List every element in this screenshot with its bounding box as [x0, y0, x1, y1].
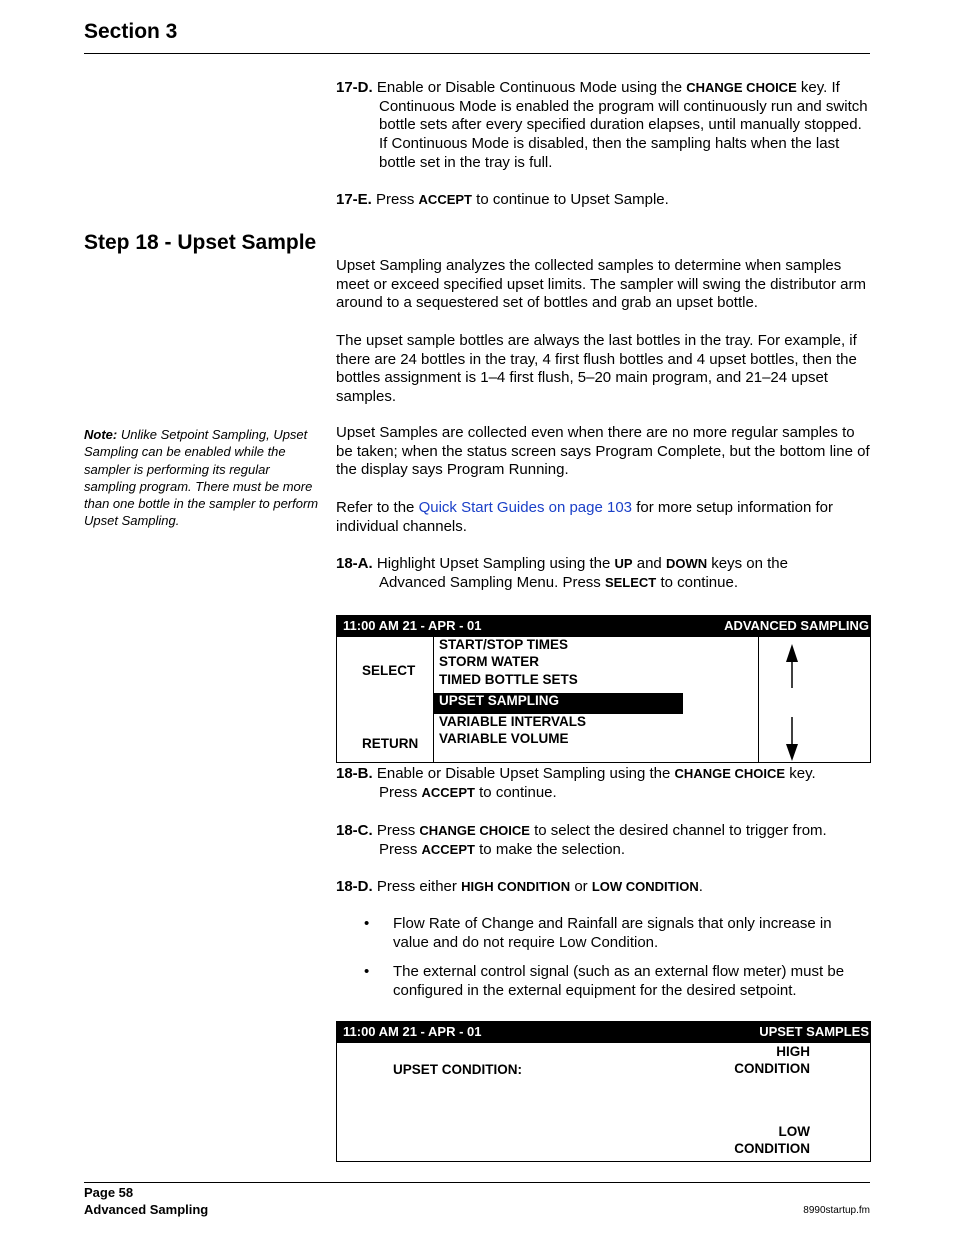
menu-item-variable-intervals[interactable]: VARIABLE INTERVALS	[439, 714, 587, 729]
step-18b	[336, 765, 870, 802]
key-name: ACCEPT	[421, 784, 475, 800]
footer-title: Advanced Sampling	[84, 1202, 209, 1217]
step-text: key. If	[800, 79, 840, 96]
softkey-label: LOW	[778, 1124, 810, 1139]
step-text: Enable or Disable Continuous Mode using the	[376, 79, 683, 96]
step-text: to continue.	[479, 783, 557, 801]
step-label: 18-B.	[336, 765, 373, 782]
step-text: to continue to Upset Sample.	[476, 191, 669, 208]
bullet-dot: •	[364, 963, 370, 980]
step-text: or	[574, 878, 588, 895]
menu-item-upset-sampling[interactable]	[434, 693, 683, 714]
step-text: Advanced Sampling Menu. Press	[379, 573, 601, 591]
step-text: to select the desired channel to trigger from.	[534, 822, 827, 839]
step-text: Press	[379, 783, 418, 801]
menu-item-start-stop-times[interactable]: START/STOP TIMES	[439, 637, 569, 652]
bullet-item	[364, 963, 870, 1000]
arrow-up-icon[interactable]	[785, 644, 799, 690]
paragraph: Upset Samples are collected even when there are no more regular samples to be taken; when the status screen says Program Complete, but the bottom line of the display says Program Running.	[336, 424, 870, 479]
step-label: 18-A.	[336, 555, 373, 572]
note-label: Note:	[84, 427, 118, 442]
arrow-down-icon[interactable]	[785, 716, 799, 762]
screen-title-bar	[337, 616, 870, 637]
step-text: Press	[379, 840, 418, 858]
note-text: Unlike Setpoint Sampling, Upset Sampling can be enabled while the sampler is performing its regular sampling program. There must be more than one bottle in the sampler to perform Upset Sampling.	[84, 427, 319, 529]
key-name: SELECT	[604, 574, 657, 590]
screen-title: ADVANCED SAMPLING	[724, 618, 869, 633]
step-17d	[336, 79, 870, 173]
section-title: Section 3	[84, 20, 178, 43]
screen-datetime: 11:00 AM 21 - APR - 01	[343, 1024, 482, 1039]
key-name: ACCEPT	[418, 192, 472, 207]
key-name: UP	[614, 556, 633, 571]
footer-page-number: Page 58	[84, 1185, 134, 1200]
key-name: HIGH CONDITION	[461, 879, 571, 894]
step-label: 17-D.	[336, 79, 373, 96]
high-condition-softkey[interactable]	[717, 1043, 810, 1077]
bullet-text: Flow Rate of Change and Rainfall are signals that only increase in value and do not require Low Condition.	[393, 915, 832, 951]
paragraph: The upset sample bottles are always the last bottles in the tray. For example, if there are 24 bottles in the tray, 4 first flush bottles and 4 upset bottles, then the bottles assignment is 1–4 first flush, 5–20 main program, and 21–24 upset samples.	[336, 332, 857, 406]
menu-item-storm-water[interactable]: STORM WATER	[439, 654, 539, 669]
paragraph-text: for more setup information for individual channels.	[336, 499, 833, 535]
screen-datetime: 11:00 AM 21 - APR - 01	[343, 618, 482, 633]
key-name: DOWN	[665, 556, 708, 571]
key-name: ACCEPT	[421, 841, 475, 857]
step-text: Highlight Upset Sampling using the	[376, 555, 611, 572]
paragraph-text: Refer to the	[336, 499, 415, 516]
header-rule	[84, 53, 870, 54]
key-name: CHANGE CHOICE	[419, 823, 530, 838]
select-softkey[interactable]: SELECT	[362, 663, 416, 678]
step-text: Press	[376, 822, 416, 839]
menu-item-timed-bottle-sets[interactable]: TIMED BOTTLE SETS	[439, 672, 578, 687]
quick-start-link[interactable]: Quick Start Guides on page 103	[418, 499, 633, 516]
step-18a	[336, 555, 870, 592]
step-text: Press	[376, 191, 415, 208]
step-text: Enable or Disable Upset Sampling using the	[376, 765, 671, 782]
bullet-item	[364, 915, 870, 952]
softkey-label: CONDITION	[734, 1141, 810, 1156]
step-text: Press either	[376, 878, 457, 895]
footer-rule	[84, 1182, 870, 1183]
softkey-label: CONDITION	[734, 1061, 810, 1076]
step-18c	[336, 822, 870, 859]
bullet-dot: •	[364, 915, 370, 932]
key-name: CHANGE CHOICE	[686, 80, 797, 95]
step-18d	[336, 878, 870, 897]
upset-samples-screen	[336, 1021, 871, 1162]
softkey-label: HIGH	[776, 1044, 810, 1059]
step-label: 17-E.	[336, 191, 372, 208]
step-text: and	[636, 555, 662, 572]
step-text: to make the selection.	[479, 840, 626, 858]
step-text: keys on the	[711, 555, 788, 572]
bullet-text: The external control signal (such as an external flow meter) must be configured in the external equipment for the desired setpoint.	[393, 963, 845, 999]
key-name: LOW CONDITION	[591, 879, 699, 894]
advanced-sampling-screen	[336, 615, 871, 763]
step-text: .	[698, 878, 703, 895]
step-17e	[336, 191, 870, 210]
step-text: key.	[789, 765, 816, 782]
menu-item-label: UPSET SAMPLING	[439, 693, 560, 708]
footer-filename: 8990startup.fm	[803, 1205, 870, 1216]
step-text: to continue.	[660, 573, 738, 591]
step-label: 18-C.	[336, 822, 373, 839]
paragraph: Upset Sampling analyzes the collected samples to determine when samples meet or exceed specified upset limits. The sampler will swing the distributor arm around to a sequestered set of bottles and grab an upset bottle.	[336, 257, 866, 312]
step-label: 18-D.	[336, 878, 373, 895]
return-softkey[interactable]: RETURN	[362, 736, 419, 751]
low-condition-softkey[interactable]	[717, 1123, 810, 1157]
menu-item-variable-volume[interactable]: VARIABLE VOLUME	[439, 731, 569, 746]
note	[84, 426, 322, 530]
key-name: CHANGE CHOICE	[674, 766, 786, 781]
step-heading: Step 18 - Upset Sample	[84, 231, 317, 254]
paragraph	[336, 499, 870, 536]
upset-condition-label: UPSET CONDITION:	[393, 1062, 523, 1077]
screen-title: UPSET SAMPLES	[759, 1024, 869, 1039]
step-text: Continuous Mode is enabled the program will continuously run and switch bottle sets after every specified duration elapses, until manually stopped. If Continuous Mode is disabled, then the sampling halts when the last bottle set in the tray is full.	[379, 97, 868, 171]
screen-divider	[758, 637, 759, 763]
screen-title-bar	[337, 1022, 870, 1043]
